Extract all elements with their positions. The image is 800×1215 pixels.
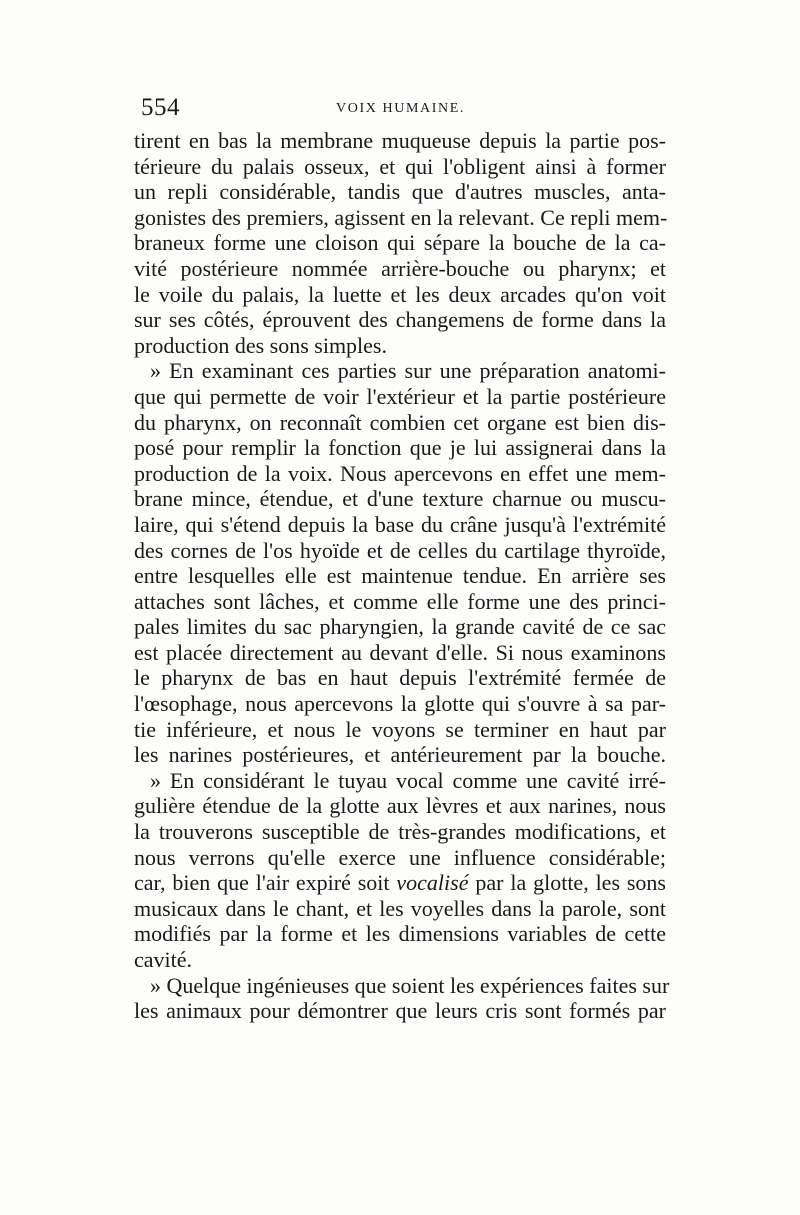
text-line: brane mince, étendue, et d'une texture charnue ou muscu- [134, 486, 666, 512]
text-line-with-italic [134, 870, 666, 896]
text-line: musicaux dans le chant, et les voyelles dans la parole, sont [134, 895, 666, 921]
text-line: sur ses côtés, éprouvent des changemens de forme dans la [134, 307, 666, 333]
text-line: posé pour remplir la fonction que je lui assignerai dans la [134, 435, 666, 461]
text-line: le voile du palais, la luette et les deux arcades qu'on voit [134, 281, 666, 307]
running-head: VOIX HUMAINE. [336, 101, 465, 116]
text-line: un repli considérable, tandis que d'autres muscles, anta- [134, 179, 666, 205]
text-line: le pharynx de bas en haut depuis l'extrémité fermée de [134, 665, 666, 691]
text-line: les animaux pour démontrer que leurs cris sont formés par [134, 998, 666, 1024]
text-line: térieure du palais osseux, et qui l'obligent ainsi à former [134, 153, 666, 179]
text-line: du pharynx, on reconnaît combien cet organe est bien dis- [134, 409, 666, 435]
text-line: tie inférieure, et nous le voyons se terminer en haut par [134, 716, 666, 742]
paragraph-start-line: » Quelque ingénieuses que soient les expériences faites sur [150, 972, 670, 998]
text-line: nous verrons qu'elle exerce une influence considérable; [134, 844, 666, 870]
text-line: laire, qui s'étend depuis la base du crâne jusqu'à l'extrémité [134, 511, 666, 537]
text-fragment: par la glotte, les sons [468, 870, 666, 896]
text-line: gulière étendue de la glotte aux lèvres et aux narines, nous [134, 793, 666, 819]
italic-term: vocalisé [396, 870, 469, 896]
page-header [133, 92, 668, 128]
text-line: que qui permette de voir l'extérieur et la partie postérieure [134, 383, 666, 409]
text-line: modifiés par la forme et les dimensions variables de cette [134, 921, 666, 947]
text-line: la trouverons susceptible de très-grandes modifications, et [134, 819, 666, 845]
text-line: entre lesquelles elle est maintenue tendue. En arrière ses [134, 563, 666, 589]
text-line: les narines postérieures, et antérieurement par la bouche. [134, 742, 666, 768]
paragraph-start-line: » En considérant le tuyau vocal comme une cavité irré- [150, 767, 666, 793]
text-line: cavité. [134, 947, 193, 972]
paragraph-start-line: » En examinant ces parties sur une préparation anatomi- [150, 358, 666, 384]
text-line: pales limites du sac pharyngien, la grande cavité de ce sac [134, 614, 666, 640]
text-line: braneux forme une cloison qui sépare la bouche de la ca- [134, 230, 666, 256]
text-line: des cornes de l'os hyoïde et de celles du cartilage thyroïde, [134, 537, 666, 563]
text-line: attaches sont lâches, et comme elle forme une des princi- [134, 588, 666, 614]
text-line: production des sons simples. [134, 332, 387, 358]
text-line: production de la voix. Nous apercevons en effet une mem- [134, 460, 666, 486]
text-line: l'œsophage, nous apercevons la glotte qui s'ouvre à sa par- [134, 691, 666, 717]
body-text [134, 128, 670, 1024]
text-line: tirent en bas la membrane muqueuse depuis la partie pos- [134, 128, 666, 153]
text-line: vité postérieure nommée arrière-bouche ou pharynx; et [134, 255, 666, 281]
text-line: gonistes des premiers, agissent en la relevant. Ce repli mem- [134, 204, 668, 230]
text-line: est placée directement au devant d'elle. Si nous examinons [134, 639, 666, 665]
text-fragment: car, bien que l'air expiré soit [134, 870, 397, 896]
page-number: 554 [141, 94, 180, 121]
